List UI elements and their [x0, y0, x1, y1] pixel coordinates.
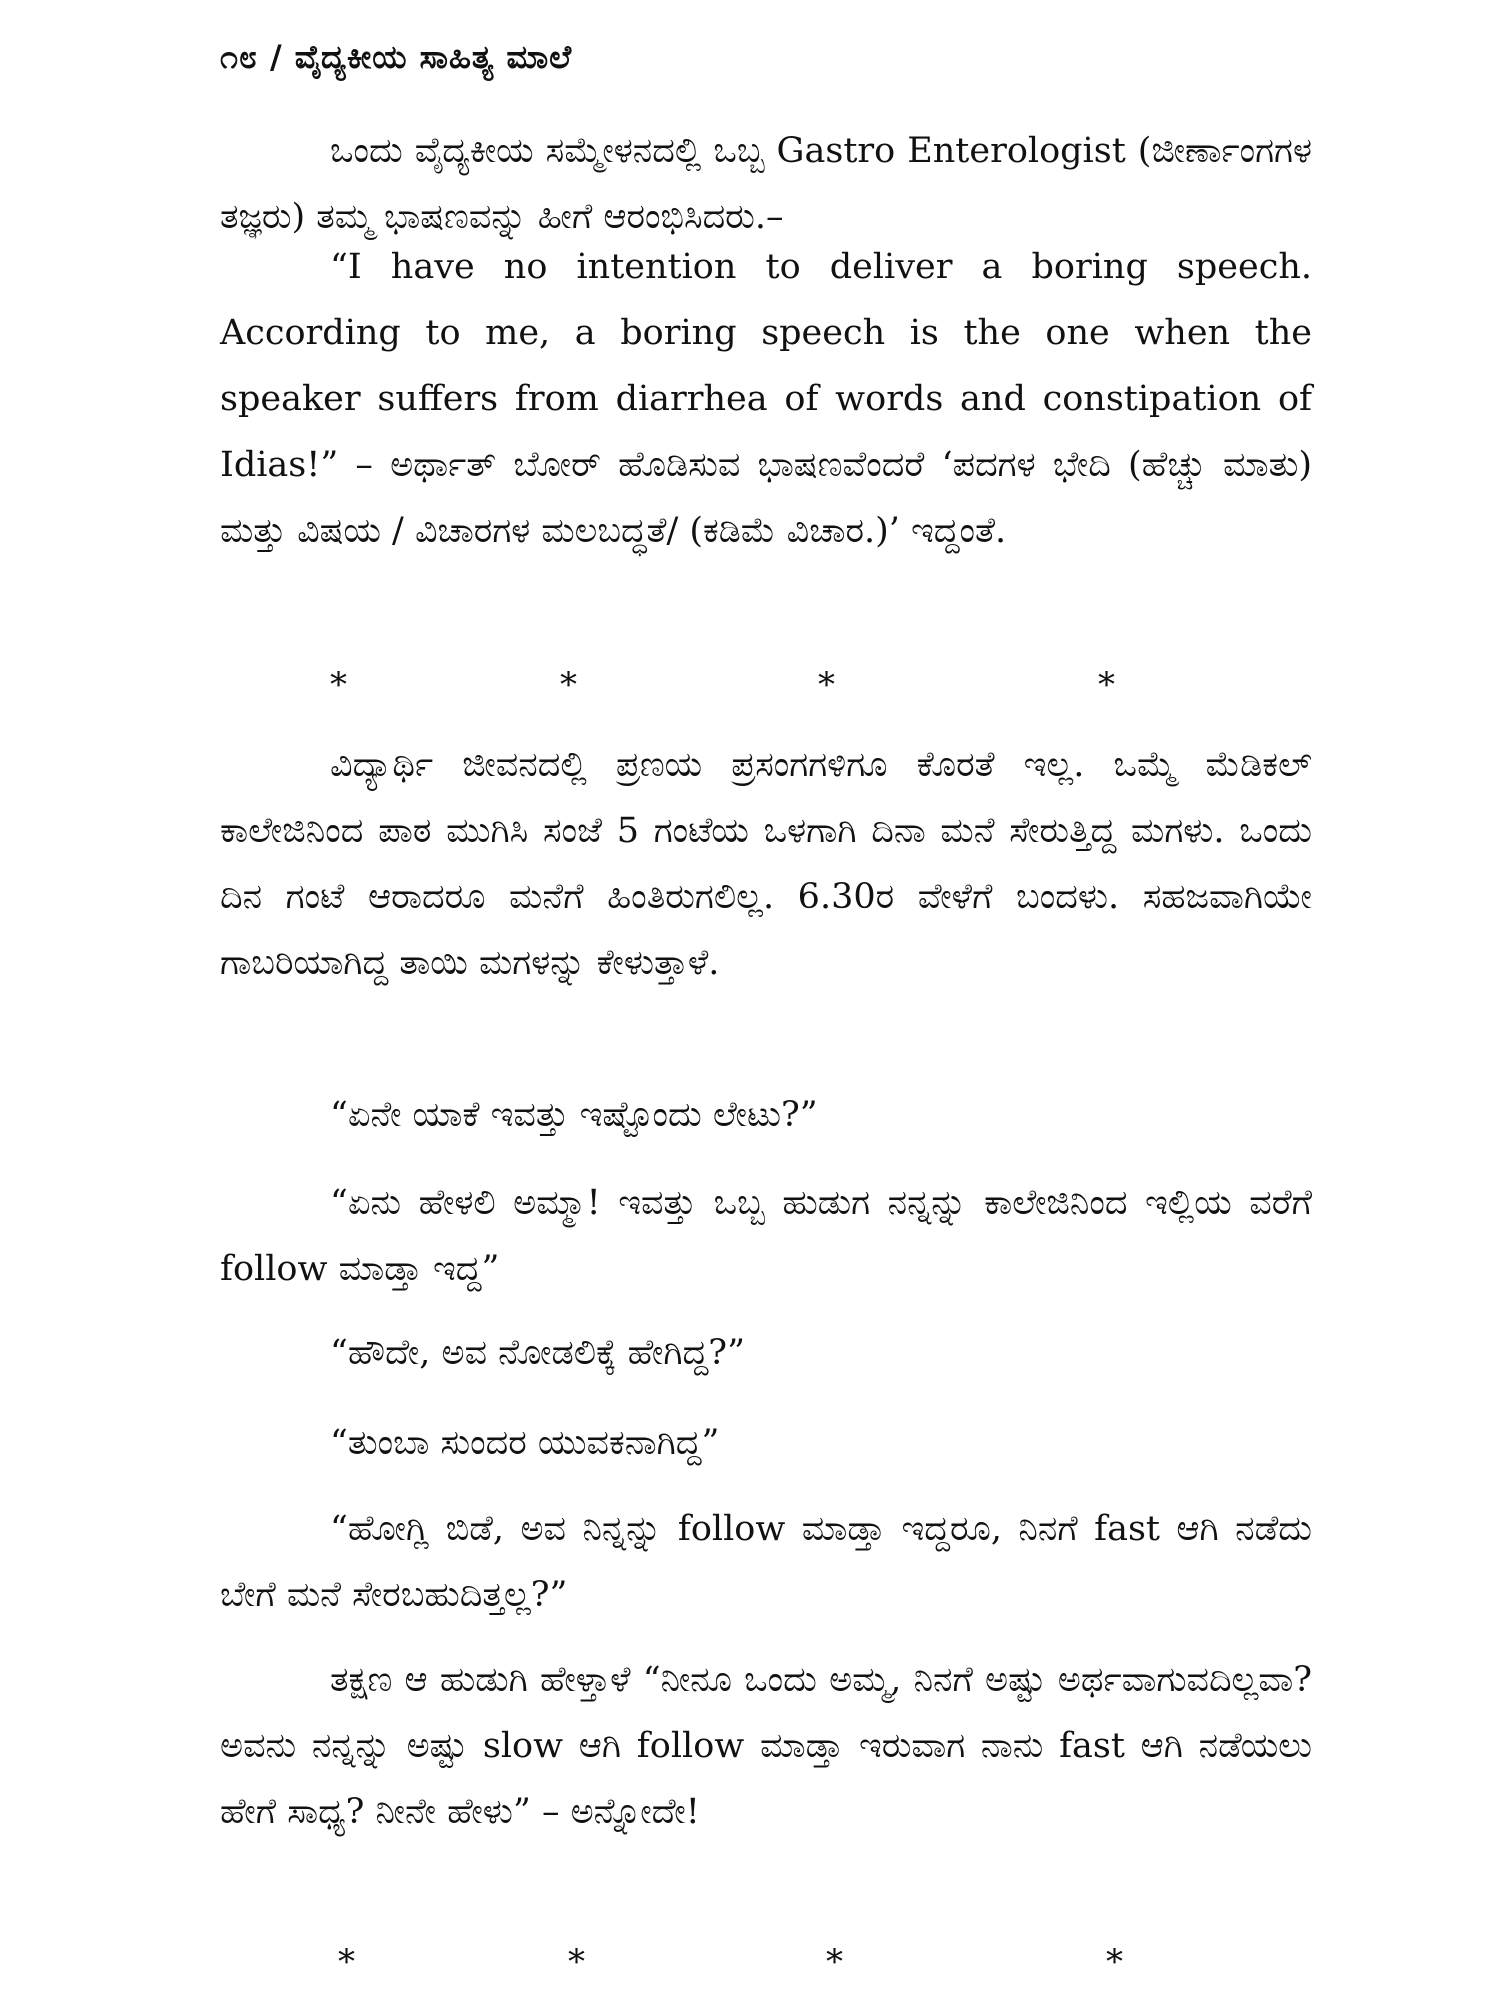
- paragraph-conference-intro: ಒಂದು ವೈದ್ಯಕೀಯ ಸಮ್ಮೇಳನದಲ್ಲಿ ಒಬ್ಬ Gastro Enterologist (ಜೀರ್ಣಾಂಗಗಳ ತಜ್ಞರು) ತಮ್ಮ ಭಾಷಣವನ್ನು ಹೀಗೆ ಆರಂಭಿಸಿದರು.–: [220, 131, 1312, 237]
- dialogue-daughter-handsome: “ತುಂಬಾ ಸುಂದರ ಯುವಕನಾಗಿದ್ದ”: [330, 1423, 720, 1463]
- dialogue-mother-fast: “ಹೋಗ್ಲಿ ಬಿಡೆ, ಅವ ನಿನ್ನನ್ನು follow ಮಾಡ್ತಾ ಇದ್ದರೂ, ನಿನಗೆ fast ಆಗಿ ನಡೆದು ಬೇಗೆ ಮನೆ ಸೇರಬಹುದಿತ್ತಲ್ಲ?”: [220, 1509, 1312, 1615]
- paragraph-punchline: ತಕ್ಷಣ ಆ ಹುಡುಗಿ ಹೇಳ್ತಾಳೆ “ನೀನೂ ಒಂದು ಅಮ್ಮ, ನಿನಗೆ ಅಷ್ಟು ಅರ್ಥವಾಗುವದಿಲ್ಲವಾ? ಅವನು ನನ್ನನ್ನು ಅಷ್ಟು slow ಆಗಿ follow ಮಾಡ್ತಾ ಇರುವಾಗ ನಾನು fast ಆಗಿ ನಡೆಯಲು ಹೇಗೆ ಸಾಧ್ಯ? ನೀನೇ ಹೇಳು” – ಅನ್ನೋದೇ!: [220, 1660, 1312, 1832]
- separator-star: *: [818, 665, 835, 705]
- separator-star: *: [826, 1942, 843, 1982]
- section-separator-2: [0, 1942, 1500, 1982]
- separator-star: *: [338, 1942, 355, 1982]
- dialogue-daughter-reply: “ಏನು ಹೇಳಲಿ ಅಮ್ಮಾ! ಇವತ್ತು ಒಬ್ಬ ಹುಡುಗ ನನ್ನನ್ನು ಕಾಲೇಜಿನಿಂದ ಇಲ್ಲಿಯ ವರೆಗೆ follow ಮಾಡ್ತಾ ಇದ್ದ”: [220, 1183, 1312, 1289]
- separator-star: *: [330, 665, 347, 705]
- dialogue-mother-looks: “ಹೌದೇ, ಅವ ನೋಡಲಿಕ್ಕೆ ಹೇಗಿದ್ದ?”: [330, 1333, 745, 1373]
- section-separator-1: [0, 665, 1500, 705]
- paragraph-boring-speech-quote: “I have no intention to deliver a boring speech. According to me, a boring speech is the one when the speaker suffers from diarrhea of words and constipation of Idias!” – ಅರ್ಥಾತ್ ಬೋರ್ ಹೊಡಿಸುವ ಭಾಷಣವೆಂದರೆ ‘ಪದಗಳ ಭೇದಿ (ಹೆಚ್ಚು ಮಾತು) ಮತ್ತು ವಿಷಯ / ವಿಚಾರಗಳ ಮಲಬದ್ಧತೆ/ (ಕಡಿಮೆ ವಿಚಾರ.)’ ಇದ್ದಂತೆ.: [220, 247, 1312, 551]
- separator-star: *: [1106, 1942, 1123, 1982]
- separator-star: *: [1098, 665, 1115, 705]
- separator-star: *: [560, 665, 577, 705]
- running-header: ೧೮ / ವೈದ್ಯಕೀಯ ಸಾಹಿತ್ಯ ಮಾಲೆ: [220, 38, 573, 76]
- paragraph-student-life: ವಿದ್ಯಾರ್ಥಿ ಜೀವನದಲ್ಲಿ ಪ್ರಣಯ ಪ್ರಸಂಗಗಳಿಗೂ ಕೊರತೆ ಇಲ್ಲ. ಒಮ್ಮೆ ಮೆಡಿಕಲ್ ಕಾಲೇಜಿನಿಂದ ಪಾಠ ಮುಗಿಸಿ ಸಂಜೆ 5 ಗಂಟೆಯ ಒಳಗಾಗಿ ದಿನಾ ಮನೆ ಸೇರುತ್ತಿದ್ದ ಮಗಳು. ಒಂದು ದಿನ ಗಂಟೆ ಆರಾದರೂ ಮನೆಗೆ ಹಿಂತಿರುಗಲಿಲ್ಲ. 6.30ರ ವೇಳೆಗೆ ಬಂದಳು. ಸಹಜವಾಗಿಯೇ ಗಾಬರಿಯಾಗಿದ್ದ ತಾಯಿ ಮಗಳನ್ನು ಕೇಳುತ್ತಾಳೆ.: [220, 745, 1312, 983]
- separator-star: *: [568, 1942, 585, 1982]
- dialogue-mother-question: “ಏನೇ ಯಾಕೆ ಇವತ್ತು ಇಷ್ಟೊಂದು ಲೇಟು?”: [330, 1095, 818, 1135]
